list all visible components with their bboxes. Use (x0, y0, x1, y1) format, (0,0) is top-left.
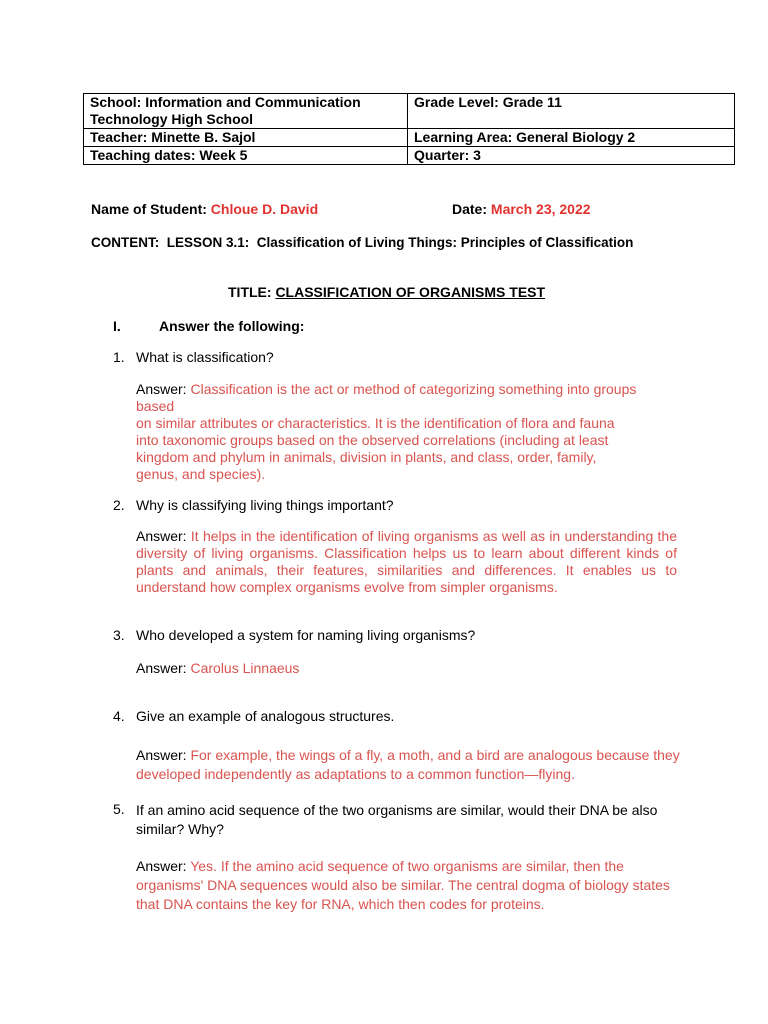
question-2-number: 2. (113, 497, 125, 513)
answer-1-line: kingdom and phylum in animals, division in plants, and class, order, family, (136, 449, 597, 465)
section-heading: Answer the following: (159, 318, 305, 334)
question-4-number: 4. (113, 708, 125, 724)
date-value: March 23, 2022 (490, 201, 591, 217)
answer-5-label: Answer: (136, 858, 187, 874)
student-name-row (91, 201, 318, 217)
title-text: CLASSIFICATION OF ORGANISMS TEST (275, 284, 546, 300)
answer-1-line: genus, and species). (136, 466, 266, 482)
answer-5-line: Yes. If the amino acid sequence of two organisms are similar, then the (190, 858, 624, 874)
answer-1-label: Answer: (136, 381, 187, 397)
question-5-line: If an amino acid sequence of the two organisms are similar, would their DNA be also (136, 802, 658, 818)
answer-3-line: Carolus Linnaeus (190, 660, 300, 676)
section-numeral: I. (113, 318, 121, 334)
answer-1-line: on similar attributes or characteristics. It is the identification of flora and fauna (136, 415, 615, 431)
answer-1 (136, 381, 676, 483)
answer-5 (136, 857, 670, 914)
page-title (228, 284, 545, 300)
answer-3 (136, 660, 299, 677)
quarter-cell: Quarter: 3 (408, 147, 735, 165)
student-name-label: Name of Student: (91, 201, 207, 217)
answer-2-label: Answer: (136, 528, 187, 544)
answer-5-line: that DNA contains the key for RNA, which then codes for proteins. (136, 896, 545, 912)
answer-2-line: understand how complex organisms evolve from simpler organisms. (136, 579, 558, 595)
answer-4-label: Answer: (136, 747, 187, 763)
teaching-dates-cell: Teaching dates: Week 5 (84, 147, 408, 165)
answer-4-line: developed independently as adaptations to a common function—flying. (136, 766, 575, 782)
date-row (452, 201, 591, 217)
question-4-text: Give an example of analogous structures. (136, 708, 395, 724)
answer-5-line: organisms' DNA sequences would also be similar. The central dogma of biology states (136, 877, 670, 893)
answer-4 (136, 746, 680, 784)
teacher-cell: Teacher: Minette B. Sajol (84, 129, 408, 147)
question-1-number: 1. (113, 349, 125, 365)
learning-area-cell: Learning Area: General Biology 2 (408, 129, 735, 147)
title-label: TITLE: (228, 284, 272, 300)
answer-2-line: plants and animals, their features, similarities and differences. It enables us to (136, 562, 677, 578)
header-info-table (83, 93, 735, 165)
grade-level-cell: Grade Level: Grade 11 (408, 94, 735, 129)
answer-2 (136, 528, 677, 596)
question-3-number: 3. (113, 627, 125, 643)
answer-1-line: Classification is the act or method of categorizing something into groups based (136, 381, 637, 414)
question-2-text: Why is classifying living things important? (136, 497, 394, 513)
answer-2-line: It helps in the identification of living organisms as well as in understanding the (190, 528, 677, 544)
question-5-number: 5. (113, 801, 125, 817)
question-5-text (136, 801, 657, 839)
content-line: CONTENT: LESSON 3.1: Classification of Living Things: Principles of Classification (91, 235, 634, 250)
answer-1-line: into taxonomic groups based on the observed correlations (including at least (136, 432, 609, 448)
student-name-value: Chloue D. David (210, 201, 319, 217)
question-1-text: What is classification? (136, 349, 274, 365)
answer-4-line: For example, the wings of a fly, a moth, and a bird are analogous because they (190, 747, 680, 763)
answer-2-line: diversity of living organisms. Classification helps us to learn about different kinds of (136, 545, 677, 561)
date-label: Date: (452, 201, 488, 217)
answer-3-label: Answer: (136, 660, 187, 676)
question-5-line: similar? Why? (136, 821, 224, 837)
school-cell: School: Information and Communication Technology High School (84, 94, 408, 129)
question-3-text: Who developed a system for naming living organisms? (136, 627, 476, 643)
